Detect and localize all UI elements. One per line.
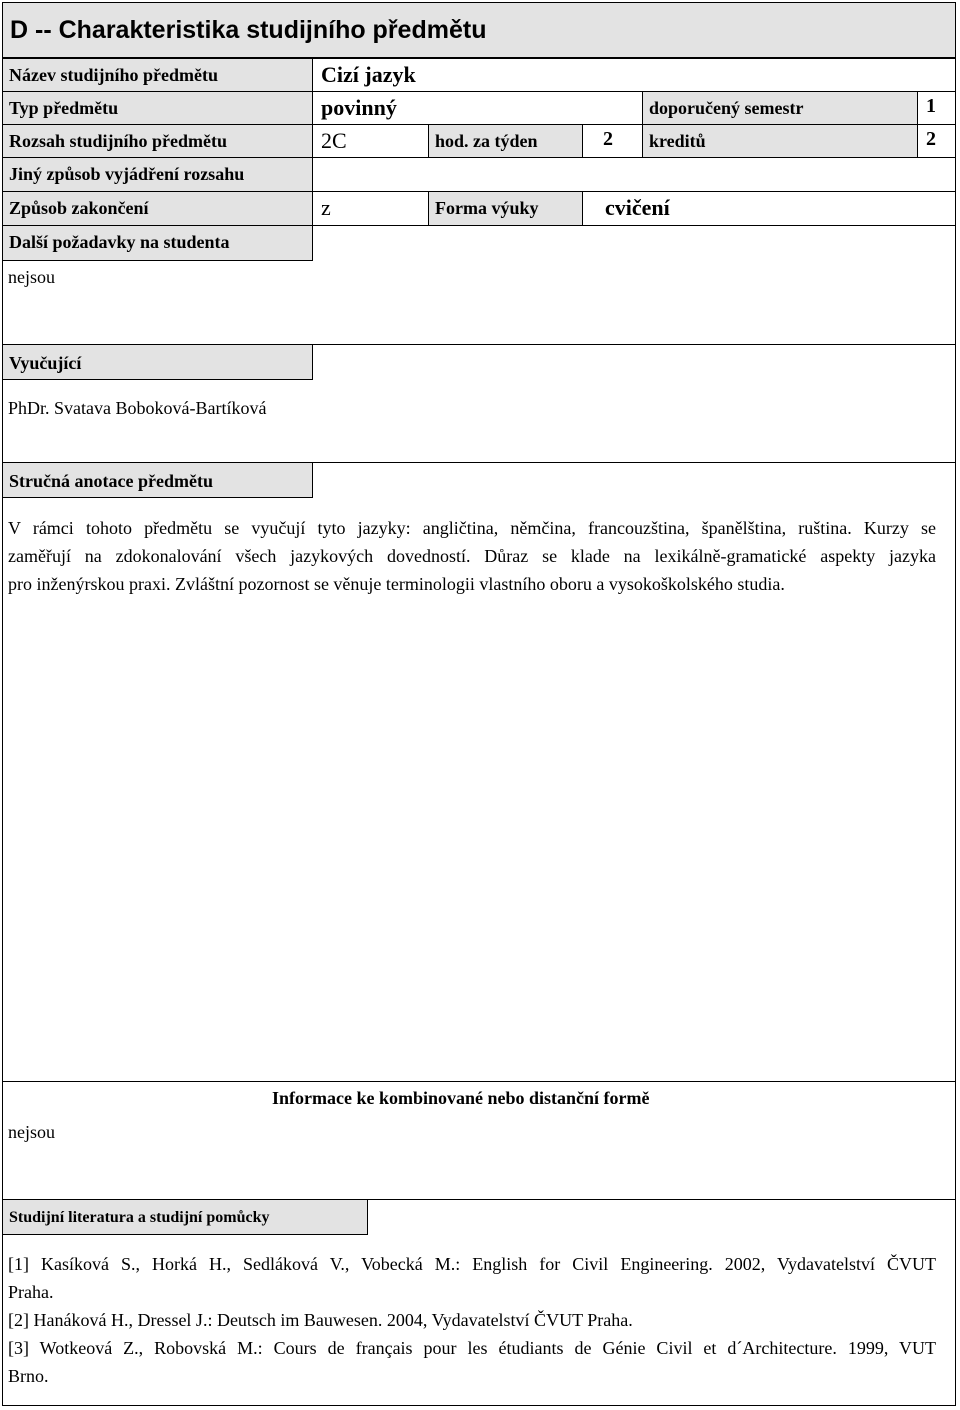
semester-value: 1 [917, 91, 956, 125]
credits-label: kreditů [642, 124, 918, 158]
form-value: cvičení [582, 191, 956, 226]
literature-item-cont: Brno. [8, 1366, 49, 1386]
scope-label: Rozsah studijního předmětu [2, 124, 313, 158]
semester-label: doporučený semestr [642, 91, 918, 125]
distance-value: nejsou [8, 1122, 55, 1142]
scope-value: 2C [312, 124, 429, 158]
literature-list [8, 1250, 936, 1390]
literature-item: [3] Wotkeová Z., Robovská M.: Cours de français pour les étudiants de Génie Civil et d´Architecture. 1999, VUT [8, 1338, 936, 1358]
annotation-line: pro inženýrskou praxi. Zvláštní pozornost se věnuje terminologii vlastního oboru a vysokoškolského studia. [8, 574, 785, 594]
literature-label: Studijní literatura a studijní pomůcky [2, 1199, 368, 1235]
page-title: D -- Charakteristika studijního předmětu [2, 2, 956, 58]
annotation-text [8, 514, 936, 598]
hours-value: 2 [582, 124, 643, 158]
type-value: povinný [312, 91, 643, 125]
divider-distance [2, 1081, 956, 1082]
literature-item: [2] Hanáková H., Dressel J.: Deutsch im Bauwesen. 2004, Vydavatelství ČVUT Praha. [8, 1310, 633, 1330]
annotation-line: V rámci tohoto předmětu se vyučují tyto jazyky: angličtina, němčina, francouzština, španělština, ruština. Kurzy se [8, 518, 936, 538]
type-label: Typ předmětu [2, 91, 313, 125]
requirements-value: nejsou [8, 267, 55, 287]
annotation-line: zaměřují na zdokonalování všech jazykových dovedností. Důraz se klade na lexikálně-gramatické aspekty jazyka [8, 546, 936, 566]
hours-label: hod. za týden [428, 124, 583, 158]
name-value: Cizí jazyk [312, 58, 956, 92]
credits-value: 2 [917, 124, 956, 158]
completion-value: z [312, 191, 429, 226]
literature-item: [1] Kasíková S., Horká H., Sedláková V., Vobecká M.: English for Civil Engineering. 2002, Vydavatelství ČVUT [8, 1254, 936, 1274]
literature-item-cont: Praha. [8, 1282, 54, 1302]
requirements-label: Další požadavky na studenta [2, 225, 313, 261]
teachers-value: PhDr. Svatava Boboková-Bartíková [8, 398, 267, 418]
name-label: Název studijního předmětu [2, 58, 313, 92]
completion-label: Způsob zakončení [2, 191, 313, 226]
other-scope-label: Jiný způsob vyjádření rozsahu [2, 157, 313, 192]
distance-label: Informace ke kombinované nebo distanční formě [272, 1088, 650, 1108]
teachers-label: Vyučující [2, 344, 313, 380]
form-label: Forma výuky [428, 191, 583, 226]
annotation-label: Stručná anotace předmětu [2, 462, 313, 498]
other-scope-value [312, 157, 956, 192]
